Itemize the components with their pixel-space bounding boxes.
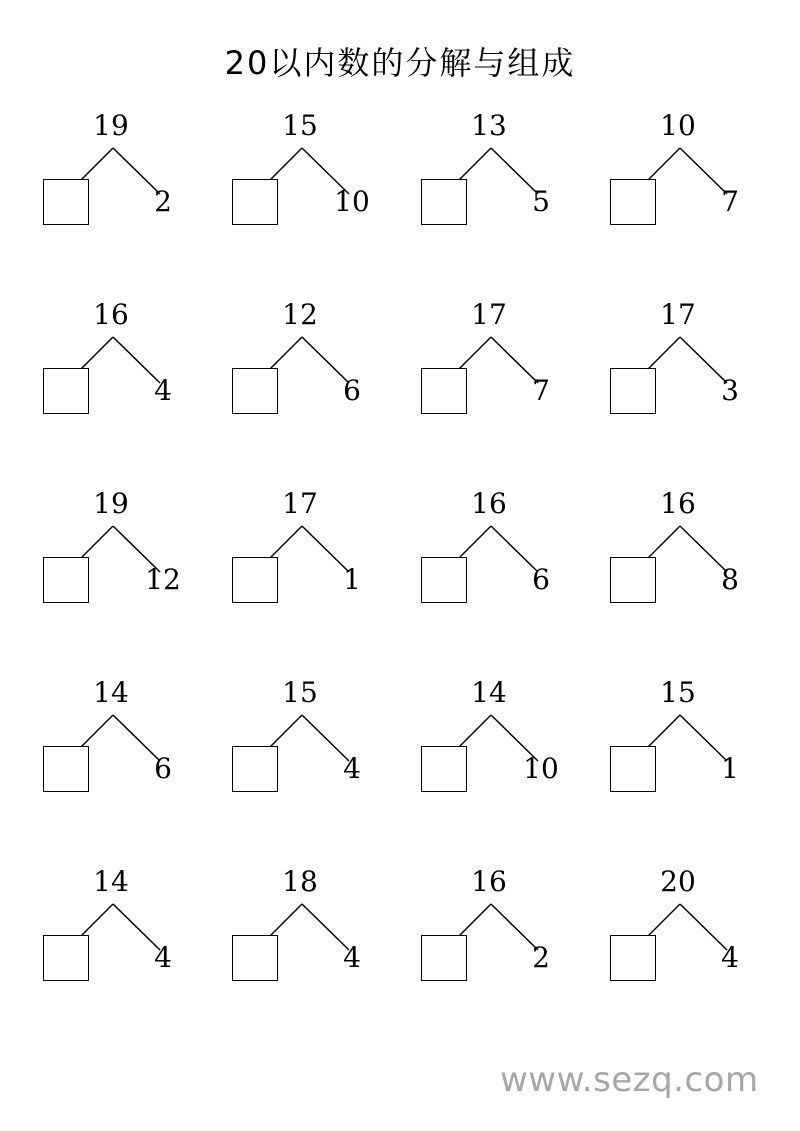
decomposition-problem bbox=[610, 488, 800, 638]
known-part-number: 8 bbox=[721, 563, 739, 596]
total-number: 17 bbox=[471, 298, 507, 331]
total-number: 18 bbox=[282, 865, 318, 898]
total-number: 14 bbox=[471, 676, 507, 709]
answer-box[interactable] bbox=[232, 368, 278, 414]
decomposition-problem bbox=[43, 866, 233, 1016]
total-number: 19 bbox=[93, 487, 129, 520]
known-part-number: 4 bbox=[343, 941, 361, 974]
answer-box[interactable] bbox=[421, 557, 467, 603]
decomposition-problem bbox=[43, 488, 233, 638]
known-part-number: 6 bbox=[532, 563, 550, 596]
answer-box[interactable] bbox=[232, 935, 278, 981]
known-part-number: 1 bbox=[721, 752, 739, 785]
decomposition-problem bbox=[610, 299, 800, 449]
total-number: 17 bbox=[660, 298, 696, 331]
decomposition-problem bbox=[232, 677, 422, 827]
answer-box[interactable] bbox=[610, 746, 656, 792]
decomposition-problem bbox=[421, 677, 611, 827]
answer-box[interactable] bbox=[232, 557, 278, 603]
answer-box[interactable] bbox=[421, 179, 467, 225]
decomposition-problem bbox=[232, 299, 422, 449]
decomposition-problem bbox=[232, 488, 422, 638]
total-number: 15 bbox=[282, 676, 318, 709]
decomposition-problem bbox=[421, 866, 611, 1016]
known-part-number: 4 bbox=[721, 941, 739, 974]
decomposition-problem bbox=[610, 866, 800, 1016]
answer-box[interactable] bbox=[610, 557, 656, 603]
answer-box[interactable] bbox=[610, 935, 656, 981]
known-part-number: 4 bbox=[154, 941, 172, 974]
known-part-number: 7 bbox=[721, 185, 739, 218]
total-number: 16 bbox=[93, 298, 129, 331]
answer-box[interactable] bbox=[232, 746, 278, 792]
answer-box[interactable] bbox=[43, 746, 89, 792]
decomposition-problem bbox=[610, 110, 800, 260]
total-number: 16 bbox=[471, 487, 507, 520]
answer-box[interactable] bbox=[43, 557, 89, 603]
answer-box[interactable] bbox=[421, 935, 467, 981]
known-part-number: 12 bbox=[145, 563, 181, 596]
total-number: 10 bbox=[660, 109, 696, 142]
known-part-number: 10 bbox=[334, 185, 370, 218]
known-part-number: 2 bbox=[532, 941, 550, 974]
total-number: 16 bbox=[471, 865, 507, 898]
total-number: 14 bbox=[93, 865, 129, 898]
total-number: 15 bbox=[660, 676, 696, 709]
total-number: 15 bbox=[282, 109, 318, 142]
known-part-number: 2 bbox=[154, 185, 172, 218]
known-part-number: 10 bbox=[523, 752, 559, 785]
known-part-number: 4 bbox=[343, 752, 361, 785]
total-number: 12 bbox=[282, 298, 318, 331]
answer-box[interactable] bbox=[43, 179, 89, 225]
decomposition-problem bbox=[43, 677, 233, 827]
decomposition-problem bbox=[421, 299, 611, 449]
decomposition-problem bbox=[421, 488, 611, 638]
answer-box[interactable] bbox=[232, 179, 278, 225]
decomposition-problem bbox=[43, 299, 233, 449]
decomposition-problem bbox=[610, 677, 800, 827]
answer-box[interactable] bbox=[610, 179, 656, 225]
known-part-number: 4 bbox=[154, 374, 172, 407]
page-title: 20以内数的分解与组成 bbox=[224, 44, 576, 82]
answer-box[interactable] bbox=[421, 368, 467, 414]
known-part-number: 3 bbox=[721, 374, 739, 407]
known-part-number: 1 bbox=[343, 563, 361, 596]
known-part-number: 7 bbox=[532, 374, 550, 407]
total-number: 13 bbox=[471, 109, 507, 142]
known-part-number: 5 bbox=[532, 185, 550, 218]
answer-box[interactable] bbox=[421, 746, 467, 792]
answer-box[interactable] bbox=[43, 935, 89, 981]
total-number: 20 bbox=[660, 865, 696, 898]
answer-box[interactable] bbox=[610, 368, 656, 414]
answer-box[interactable] bbox=[43, 368, 89, 414]
decomposition-problem bbox=[43, 110, 233, 260]
decomposition-problem bbox=[232, 110, 422, 260]
watermark: www.sezq.com bbox=[500, 1060, 759, 1100]
total-number: 17 bbox=[282, 487, 318, 520]
known-part-number: 6 bbox=[154, 752, 172, 785]
total-number: 14 bbox=[93, 676, 129, 709]
decomposition-problem bbox=[421, 110, 611, 260]
total-number: 19 bbox=[93, 109, 129, 142]
total-number: 16 bbox=[660, 487, 696, 520]
known-part-number: 6 bbox=[343, 374, 361, 407]
decomposition-problem bbox=[232, 866, 422, 1016]
